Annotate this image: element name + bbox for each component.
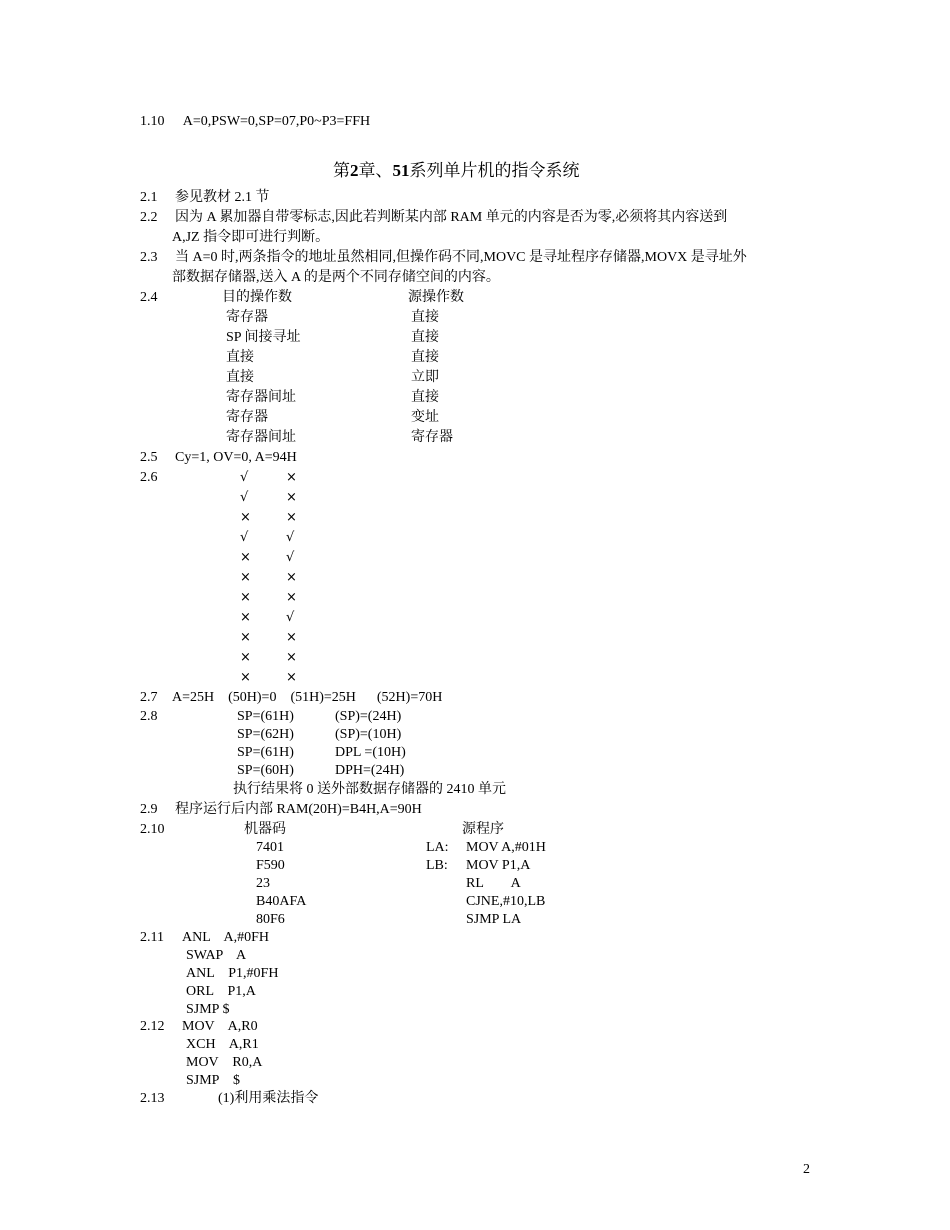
page-number: 2 [803, 1162, 810, 1177]
item-number: 2.13 [140, 1091, 165, 1106]
cross-mark: × [286, 590, 297, 605]
table-cell: 变址 [411, 410, 439, 425]
source-line: MOV A,#01H [466, 840, 546, 855]
table-cell: 寄存器 [226, 410, 268, 425]
cross-mark: × [286, 510, 297, 525]
column-header-machine-code: 机器码 [244, 822, 286, 837]
stack-cell: SP=(61H) [237, 709, 294, 724]
title-number: 2 [350, 161, 359, 180]
table-cell: 直接 [226, 370, 254, 385]
answer-2-3-line2: 部数据存储器,送入 A 的是两个不同存储空间的内容。 [172, 270, 500, 285]
item-number: 2.2 [140, 210, 158, 225]
code-line: ANL P1,#0FH [186, 966, 279, 981]
answer-2-13: (1)利用乘法指令 [218, 1091, 319, 1106]
code-line: MOV A,R0 [182, 1019, 258, 1034]
table-cell: 直接 [411, 310, 439, 325]
machine-code: F590 [256, 858, 285, 873]
answer-2-8-result: 执行结果将 0 送外部数据存储器的 2410 单元 [233, 782, 506, 797]
source-line: CJNE,#10,LB [466, 894, 546, 909]
title-part: 第 [333, 161, 350, 180]
code-line: SJMP $ [186, 1002, 230, 1017]
code-label: LB: [426, 858, 448, 873]
cross-mark: × [240, 510, 251, 525]
cross-mark: × [240, 610, 251, 625]
machine-code: 7401 [256, 840, 284, 855]
chapter-title [333, 162, 580, 180]
code-label: LA: [426, 840, 449, 855]
check-mark: √ [240, 470, 249, 485]
cross-mark: × [240, 590, 251, 605]
code-line: XCH A,R1 [186, 1037, 259, 1052]
item-number: 2.3 [140, 250, 158, 265]
stack-cell: (SP)=(24H) [335, 709, 402, 724]
cross-mark: × [286, 670, 297, 685]
cross-mark: × [240, 670, 251, 685]
code-line: ORL P1,A [186, 984, 256, 999]
check-mark: √ [286, 550, 295, 565]
table-cell: 寄存器间址 [226, 390, 296, 405]
item-number: 2.7 [140, 690, 158, 705]
answer-2-2-line2: A,JZ 指令即可进行判断。 [172, 230, 330, 245]
item-number: 2.4 [140, 290, 158, 305]
cross-mark: × [240, 570, 251, 585]
machine-code: 80F6 [256, 912, 285, 927]
stack-cell: DPL =(10H) [335, 745, 406, 760]
item-number: 2.12 [140, 1019, 165, 1034]
answer-2-3-line1: 当 A=0 时,两条指令的地址虽然相同,但操作码不同,MOVC 是寻址程序存储器,MOVX 是寻址外 [175, 250, 747, 265]
stack-cell: DPH=(24H) [335, 763, 405, 778]
answer-1-10 [140, 113, 370, 131]
code-line: MOV R0,A [186, 1055, 263, 1070]
answer-2-7: A=25H (50H)=0 (51H)=25H (52H)=70H [172, 690, 443, 705]
source-line: MOV P1,A [466, 858, 531, 873]
title-part: 章、 [358, 161, 393, 180]
table-cell: 立即 [411, 370, 439, 385]
stack-cell: SP=(62H) [237, 727, 294, 742]
table-cell: SP 间接寻址 [226, 330, 301, 345]
item-number: 2.5 [140, 450, 158, 465]
check-mark: √ [240, 490, 249, 505]
title-number: 51 [392, 161, 410, 180]
table-cell: 直接 [411, 390, 439, 405]
cross-mark: × [240, 550, 251, 565]
code-line: SJMP $ [186, 1073, 240, 1088]
item-number: 2.8 [140, 709, 158, 724]
stack-cell: SP=(60H) [237, 763, 294, 778]
code-line: ANL A,#0FH [182, 930, 269, 945]
cross-mark: × [286, 570, 297, 585]
cross-mark: × [286, 470, 297, 485]
table-cell: 直接 [226, 350, 254, 365]
cross-mark: × [240, 650, 251, 665]
table-cell: 寄存器间址 [226, 430, 296, 445]
code-line: SWAP A [186, 948, 247, 963]
source-line: SJMP LA [466, 912, 522, 927]
cross-mark: × [286, 630, 297, 645]
column-header-source: 源程序 [462, 822, 504, 837]
table-cell: 寄存器 [226, 310, 268, 325]
item-number: 1.10 [140, 114, 165, 129]
cross-mark: × [240, 630, 251, 645]
answer-2-5: Cy=1, OV=0, A=94H [175, 450, 297, 465]
source-line: RL A [466, 876, 521, 891]
item-number: 2.1 [140, 190, 158, 205]
stack-cell: SP=(61H) [237, 745, 294, 760]
machine-code: B40AFA [256, 894, 307, 909]
machine-code: 23 [256, 876, 270, 891]
answer-2-9: 程序运行后内部 RAM(20H)=B4H,A=90H [175, 802, 422, 817]
item-number: 2.10 [140, 822, 165, 837]
check-mark: √ [240, 530, 249, 545]
check-mark: √ [286, 610, 295, 625]
answer-text: A=0,PSW=0,SP=07,P0~P3=FFH [182, 114, 371, 129]
title-part: 系列单片机的指令系统 [409, 161, 580, 180]
item-number: 2.6 [140, 470, 158, 485]
column-header-src: 源操作数 [408, 290, 464, 305]
check-mark: √ [286, 530, 295, 545]
cross-mark: × [286, 490, 297, 505]
answer-2-2-line1: 因为 A 累加器自带零标志,因此若判断某内部 RAM 单元的内容是否为零,必须将其内容送到 [175, 210, 728, 225]
stack-cell: (SP)=(10H) [335, 727, 402, 742]
cross-mark: × [286, 650, 297, 665]
answer-2-1: 参见教材 2.1 节 [175, 190, 270, 205]
column-header-dest: 目的操作数 [222, 290, 292, 305]
table-cell: 直接 [411, 350, 439, 365]
table-cell: 寄存器 [411, 430, 453, 445]
table-cell: 直接 [411, 330, 439, 345]
item-number: 2.9 [140, 802, 158, 817]
item-number: 2.11 [140, 930, 164, 945]
